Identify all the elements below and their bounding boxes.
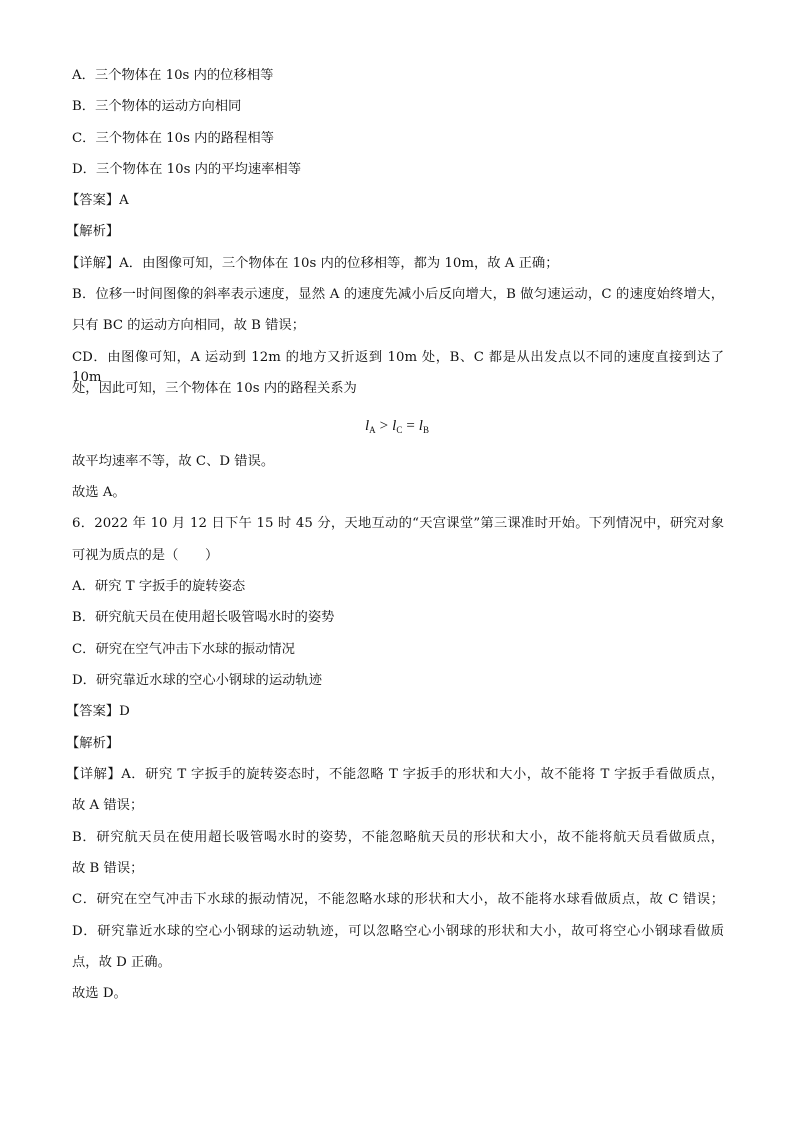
q6-option-d: D．研究靠近水球的空心小钢球的运动轨迹: [72, 673, 323, 688]
q6-choice: 故选 D。: [72, 986, 127, 1001]
formula-var: l: [418, 418, 423, 434]
q6-explain-line: C．研究在空气冲击下水球的振动情况，不能忽略水球的形状和大小，故不能将水球看做质点，故 C 错误；: [72, 892, 724, 907]
formula-subscript: C: [396, 425, 403, 435]
q6-option-a: A．研究 T 字扳手的旋转姿态: [72, 579, 246, 594]
q5-option-d: D．三个物体在 10s 内的平均速率相等: [72, 162, 302, 177]
q5-analysis-heading: 【解析】: [66, 224, 120, 239]
q6-explain-line: D．研究靠近水球的空心小钢球的运动轨迹，可以忽略空心小钢球的形状和大小，故可将空心小钢球看做质: [72, 924, 724, 939]
q5-explain-line: 处，因此可知，三个物体在 10s 内的路程关系为: [72, 381, 357, 396]
q5-explain-line: CD．由图像可知，A 运动到 12m 的地方又折返到 10m 处，B、C 都是从出发点以不同的速度直接到达了 10m: [72, 350, 724, 385]
formula-var: l: [365, 418, 370, 434]
path-length-formula: [0, 414, 794, 438]
q6-stem: 可视为质点的是（ ）: [72, 548, 219, 563]
q6-option-b: B．研究航天员在使用超长吸管喝水时的姿势: [72, 610, 335, 625]
q6-analysis-heading: 【解析】: [66, 736, 120, 751]
q6-stem: 6．2022 年 10 月 12 日下午 15 时 45 分，天地互动的“天宫课堂”第三课准时开始。下列情况中，研究对象: [72, 516, 724, 531]
q5-explain-line: B．位移一时间图像的斜率表示速度，显然 A 的速度先减小后反向增大，B 做匀速运动，C 的速度始终增大，: [72, 287, 724, 302]
q6-explain-line: 点，故 D 正确。: [72, 955, 171, 970]
q5-explain-line: 【详解】A．由图像可知，三个物体在 10s 内的位移相等，都为 10m，故 A 正确；: [66, 256, 559, 271]
equals-sign: =: [406, 418, 415, 434]
q5-option-c: C．三个物体在 10s 内的路程相等: [72, 131, 274, 146]
q5-choice: 故选 A。: [72, 485, 126, 500]
q6-explain-line: 故 B 错误；: [72, 861, 144, 876]
greater-than-sign: >: [379, 418, 389, 434]
q6-explain-line: 故 A 错误；: [72, 798, 144, 813]
q6-explain-line: B．研究航天员在使用超长吸管喝水时的姿势，不能忽略航天员的形状和大小，故不能将航天员看做质点，: [72, 830, 724, 845]
q5-option-b: B．三个物体的运动方向相同: [72, 99, 242, 114]
formula-subscript: B: [422, 425, 429, 435]
formula-var: l: [392, 418, 397, 434]
q5-answer: 【答案】A: [66, 193, 129, 208]
q5-option-a: A．三个物体在 10s 内的位移相等: [72, 68, 274, 83]
q5-explain-line: 只有 BC 的运动方向相同，故 B 错误；: [72, 318, 306, 333]
q6-explain-line: 【详解】A．研究 T 字扳手的旋转姿态时，不能忽略 T 字扳手的形状和大小，故不能将 T 字扳手看做质点，: [66, 767, 724, 782]
q6-option-c: C．研究在空气冲击下水球的振动情况: [72, 642, 295, 657]
q5-conclusion: 故平均速率不等，故 C、D 错误。: [72, 454, 275, 469]
formula-subscript: A: [369, 425, 376, 435]
q6-answer: 【答案】D: [66, 704, 130, 719]
